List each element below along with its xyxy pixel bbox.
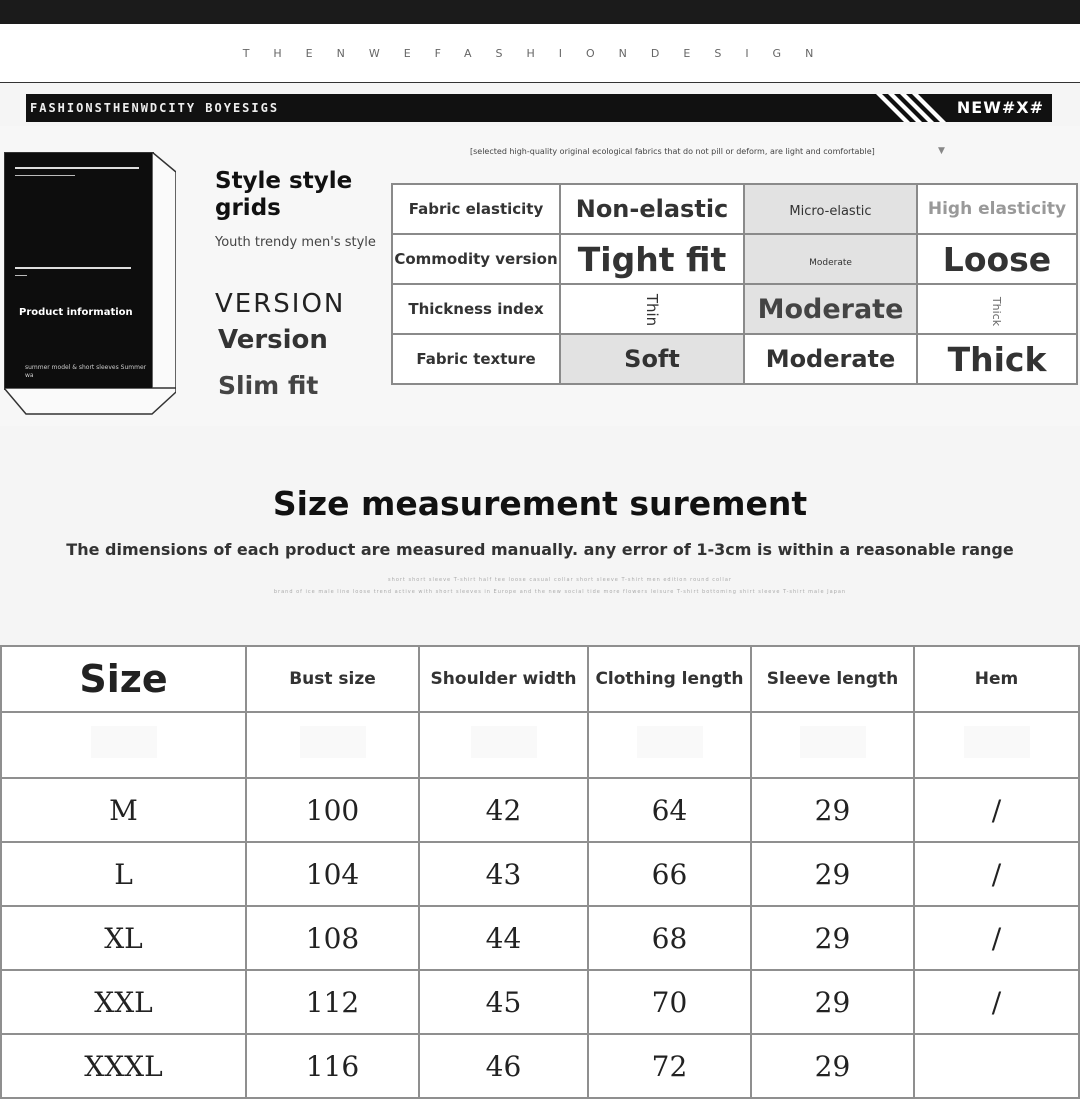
table-cell: 46	[419, 1034, 588, 1098]
table-cell	[1, 712, 246, 778]
brand-tagline: THENWEFASHIONDESIGN	[242, 47, 838, 60]
table-cell: 66	[588, 842, 751, 906]
attribute-label: Fabric elasticity	[392, 184, 560, 234]
table-cell: 29	[751, 906, 914, 970]
size-section-note: The dimensions of each product are measured manually. any error of 1-3cm is within a reasonable range	[66, 540, 1014, 559]
product-info-title: Product information	[19, 307, 133, 318]
attribute-value-selected: Moderate	[744, 284, 917, 334]
table-cell: 70	[588, 970, 751, 1034]
column-header: Clothing length	[588, 646, 751, 712]
table-cell: /	[914, 906, 1079, 970]
table-cell: /	[914, 970, 1079, 1034]
table-cell	[246, 712, 419, 778]
table-row	[1, 906, 1079, 970]
brand-banner	[26, 94, 1052, 122]
attribute-value-selected: Moderate	[744, 234, 917, 284]
table-cell	[588, 712, 751, 778]
style-subheading: Youth trendy men's style	[215, 235, 376, 250]
caret-down-icon: ▼	[938, 146, 945, 156]
attribute-value: Thick	[917, 334, 1077, 384]
box-bottom	[4, 388, 176, 416]
attribute-value-selected: Soft	[560, 334, 744, 384]
table-cell: /	[914, 842, 1079, 906]
table-cell: 104	[246, 842, 419, 906]
size-section-title: Size measurement surement	[272, 484, 808, 523]
table-cell: 72	[588, 1034, 751, 1098]
table-cell: 45	[419, 970, 588, 1034]
table-cell: XL	[1, 906, 246, 970]
attribute-value: Loose	[917, 234, 1077, 284]
attribute-value: Thick	[917, 284, 1077, 334]
table-cell: 44	[419, 906, 588, 970]
box-line	[15, 167, 139, 169]
size-chart-table	[0, 645, 1080, 1099]
attribute-row	[392, 334, 1077, 384]
column-header: Size	[1, 646, 246, 712]
box-line	[15, 275, 27, 276]
table-cell: 112	[246, 970, 419, 1034]
box-line	[15, 175, 75, 176]
table-cell	[419, 712, 588, 778]
table-cell: 100	[246, 778, 419, 842]
table-cell: 116	[246, 1034, 419, 1098]
table-cell	[914, 712, 1079, 778]
table-cell: 29	[751, 778, 914, 842]
column-header: Shoulder width	[419, 646, 588, 712]
stripes-decoration	[846, 94, 956, 122]
table-cell: 68	[588, 906, 751, 970]
fine-print: brand of ice male line loose trend active with short sleeves in Europe and the new social tide more flowers leisure T-shirt bottoming shirt sleeve T-shirt male Japan	[273, 589, 847, 595]
attribute-value-selected: Micro-elastic	[744, 184, 917, 234]
attribute-row	[392, 284, 1077, 334]
brand-text: FASHIONSTHENWDCITY BOYESIGS	[30, 101, 280, 115]
fit-label: Slim fit	[218, 371, 319, 400]
table-cell: M	[1, 778, 246, 842]
product-info-note: summer model & short sleeves Summer wa	[25, 364, 147, 379]
top-bar	[0, 0, 1080, 24]
table-cell: /	[914, 778, 1079, 842]
style-heading: Style style grids	[215, 168, 353, 221]
table-cell: 108	[246, 906, 419, 970]
attribute-label: Fabric texture	[392, 334, 560, 384]
table-row	[1, 842, 1079, 906]
attribute-value: Non-elastic	[560, 184, 744, 234]
table-row	[1, 778, 1079, 842]
table-cell: 29	[751, 842, 914, 906]
column-header: Hem	[914, 646, 1079, 712]
attribute-row	[392, 234, 1077, 284]
box-line	[15, 267, 131, 269]
table-cell	[914, 1034, 1079, 1098]
product-info-box	[4, 152, 154, 390]
table-cell: XXL	[1, 970, 246, 1034]
size-table-header	[1, 646, 1079, 712]
attribute-value: Moderate	[744, 334, 917, 384]
attribute-value: Tight fit	[560, 234, 744, 284]
attribute-value: High elasticity	[917, 184, 1077, 234]
new-tag: NEW#X#	[956, 98, 1044, 117]
version-label: Version	[218, 325, 328, 355]
column-header: Bust size	[246, 646, 419, 712]
box-side	[152, 152, 176, 388]
table-cell: 42	[419, 778, 588, 842]
table-row	[1, 970, 1079, 1034]
fabric-note: [selected high-quality original ecological fabrics that do not pill or deform, are light and comfortable]	[470, 147, 875, 156]
fabric-attributes-table	[391, 183, 1078, 385]
table-cell	[751, 712, 914, 778]
table-cell: 64	[588, 778, 751, 842]
table-row-blank	[1, 712, 1079, 778]
attribute-label: Thickness index	[392, 284, 560, 334]
version-heading: VERSION	[215, 289, 346, 319]
attribute-value: Thin	[560, 284, 744, 334]
fine-print: short short sleeve T-shirt half tee loose casual collar short sleeve T-shirt men edition round collar	[388, 577, 732, 583]
table-cell: L	[1, 842, 246, 906]
attribute-row	[392, 184, 1077, 234]
column-header: Sleeve length	[751, 646, 914, 712]
attribute-label: Commodity version	[392, 234, 560, 284]
table-cell: XXXL	[1, 1034, 246, 1098]
table-row	[1, 1034, 1079, 1098]
table-cell: 29	[751, 1034, 914, 1098]
table-cell: 43	[419, 842, 588, 906]
table-cell: 29	[751, 970, 914, 1034]
